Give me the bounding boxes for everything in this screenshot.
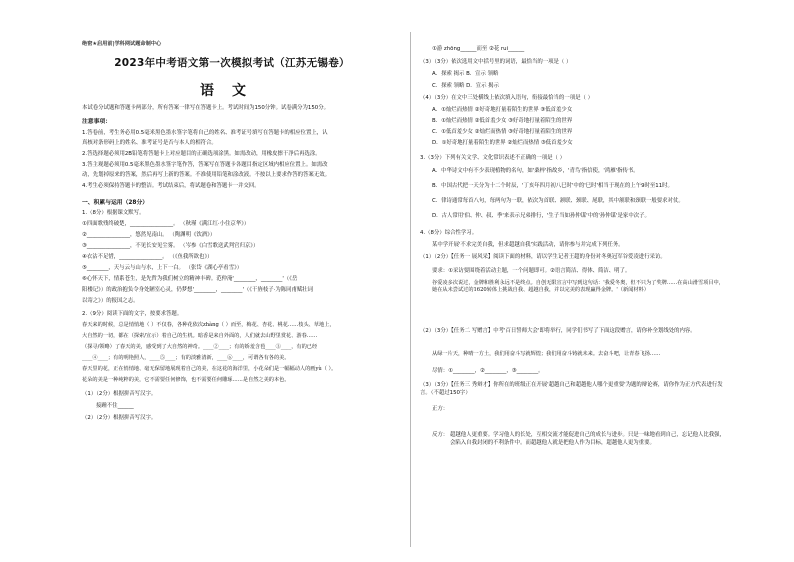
q1-line: 阳楼记》）的政治抱负令身处陋室心灵，仍梦想'________，________'（《干旌枝子·为陈同甫赋壮词 [82,287,314,293]
notes-title: 注意事项： [82,119,111,125]
question-3b: 3.（3分）下列有关文学、文化常识表述不正确的一项是（ ） [420,155,566,161]
q1-line: ①四面歌残终破楚，________________。 （秋瑾《满江红·小住京华》） [82,221,250,227]
pro-label: 正方： [432,406,449,412]
question-4: （4）（3分）在文中三处横线上依次填入语句，衔接最恰当的一项是（ ） [420,95,593,101]
q4b-intro: 某中学开展'不求完美自我，但求超越自我'实践活动，请你参与并完成下列任务。 [432,242,624,248]
q4-option: C．①低首羞少女 ②灿烂而热情 ③好奇地打量着陌生的世界 [432,129,573,135]
question-2-title: 2.（9分）阅读下面的文字，按要求答题。 [82,311,183,317]
q3-options: C．探索 领略 D．宣示 揭示 [432,83,499,89]
column-divider [410,32,411,547]
q3-options: A．探索 揭示 B．宣示 领略 [432,71,499,77]
note-line: 1.答卷前，考生务必用0.5毫米黑色墨水签字笔将自己的姓名、准考证号填写在答题卡的相应位置上，认 [82,130,328,136]
task-1: （1）（2分）【任务一 展风采】阅读下面的材料，请以学生记者王超的身份对冬奥冠军谷爱凌进行采访。 [420,254,666,260]
passage-line: 春天来的时候，总是悄悄地（ ）不仅春，各种花依次zhàng（ ）而至，梅花、杏花、桃花……枝头、草地上， [82,322,335,328]
q4-option: B．①灿烂而热情 ②低首羞少女 ③好奇地打量着陌生的世界 [432,118,573,124]
question-3: （3）（3分）依次选用文中括号里的词语，最恰当的一项是（ ） [420,59,572,65]
q1-line: ⑥心怀天下，情系苍生，是先哲为我们树立的精神丰碑。范仲淹'________，________'（《岳 [82,276,298,282]
task-2-blanks: 尽情：①________，②________，③________。 [432,368,544,374]
passage-line: 大自然的一切，都在（探索/宣示）着自己的生机。暗香是来自外面的，人们就去山野里赏花、游春…… [82,333,318,339]
exam-instructions: 本试卷分试题和答题卡两部分，所有答案一律写在答题卡上。考试时间为150分钟。试卷满分为150分。 [82,105,329,111]
q1-line: ④衣沾不足惜，________________。 （《鱼我所欲也》） [82,254,213,260]
note-line: 真核对条形码上的姓名、准考证号是否与本人的相符合。 [82,140,217,146]
q3b-option: C．律诗通常每首八句，每两句为一联，依次为首联、颔联、颈联、尾联，其中颔联和颈联一般要求对仗。 [432,198,684,204]
q2-sub1-answer: 接踵不住______ [96,403,134,409]
note-line: 2.答选择题必须用2B铅笔将答题卡上对应题目的正确选项涂黑。如需改动，用橡皮擦干净后再选涂。 [82,151,321,157]
note-line: 4.考生必须保持答题卡的整洁。考试结束后，将试题卷和答题卡一并交回。 [82,183,260,189]
section-title: 一、积累与运用（28分） [82,200,149,206]
passage-line: 花朵的美是一种纯粹的美，它不需要任何修饰，也不需要任何雕琢……是自然之美的本色。 [82,377,290,383]
exam-title: 2023年中考语文第一次模拟考试（江苏无锡卷） [114,57,350,69]
note-line: 动，先划掉原来的答案，然后再写上新的答案。不准使用铅笔和涂改液。不按以上要求作答的答案无效。 [82,172,330,178]
question-1-title: 1.（8分）根据课文默写。 [82,210,145,216]
task-1-material: 谷爱凌多次说过，金牌和胜利永远不是终点。自创无限宣言中写到这句话：'我爱冬奥，但不只为了奖牌……在高山滑雪项目中，她在从未尝试过的1620转体上挑战自我、超越自我，并以完美的表现赢得金牌。'（新闻材料） [432,280,724,293]
task-2-text: 从绿一片天，种晴一方土，我们用奋斗写就辉煌；我们用奋斗铸就未来。去奋斗吧，让青春飞扬…… [432,351,661,357]
con-text: 超越他人更重要。学习他人的长处，互相交流才能促进自己的成长与进步。只是一味地看到自己，忘记他人比我强，会陷入自我封闭的不利条件中。而超越他人就是把他人作为目标，超越他人更为重要。 [450,432,725,446]
con-label: 反方： [432,432,449,438]
q1-line: 以寄之》）的报国之志。 [82,298,139,304]
q2-sub2: （2）（2分）根据拼音写汉字。 [82,415,157,421]
passage-line: ____④____；有的明艳照人，____⑤____；有的淡雅清新，____⑥____，可谓各有各的美。 [82,355,290,361]
question-4b: 4.（8分）综合性学习。 [420,230,478,236]
task-2: （2）（3分）【任务二 写赠言】中考'百日誓师大会'即将举行，同学们书写了下面这段赠言，请你补全划线处的内容。 [420,328,696,334]
task-1-requirement: 要求：①采访要围绕着活动主题，一个问题即可。②语言简洁、得体、简洁、明了。 [432,268,631,274]
passage-line: （探寻/领略）了春天的美，感受到了大自然的神奇。____②____；有的娇羞含苞____③____，有的已经 [82,344,318,350]
subject-title: 语文 [200,83,264,99]
q1-line: ③________________，不见长安见尘雾。 （岑参《白雪歌送武判官归京》） [82,243,259,249]
q4-option: A．①灿烂而热情 ②好奇地打量着陌生的世界 ③低首羞少女 [432,107,573,113]
q3b-option: B．中国古代把一天分为十二个时辰，'丁亥年四月初八巳时'中的'巳时'相当于现在的上午9时至11时。 [432,183,673,189]
task-3: （3）（3分）【任务三 秀辩才】你所在的班级正在开展'超越自己和超越他人哪个更重要'为题的辩论赛，请你作为正方代表进行发言。（不超过150字） [420,382,723,396]
q4-option: D．①好奇地打量着陌生的世界 ②灿烂而热情 ③低首羞少女 [432,140,573,146]
q1-line: ②________________，悠然见南山。 （陶渊明《饮酒》） [82,232,216,238]
pinyin-blank: ①游 zhōng______而至 ②花 rui______ [432,46,525,52]
note-line: 3.答主观题必须用0.5毫米黑色墨水签字笔作答，答案写在答题卡各题目指定区域内相应位置上。如需改 [82,162,328,168]
q1-line: ⑤________，天与云与山与水，上下一白。 （张岱《湖心亭看雪》） [82,265,243,271]
q2-sub1: （1）（2分）根据拼音写汉字。 [82,391,157,397]
confidential-stamp: 绝密★启用前|学科网试题命制中心 [82,41,162,47]
passage-line: 春天里的花，正在悄悄地、毫无保留地展现着自己的美，在这花的海洋里，小花朵们是一幅幅动人的画yù（ ）。 [82,366,337,372]
q3b-option: D．古人常用'伯、仲、叔、季'来表示兄弟排行，'生子当如孙仲谋'中的'孙仲谋'是家中次子。 [432,213,650,219]
q3b-option: A．中华诗文中有不少表现植物的名句，如'桑梓'指故乡，'青鸟'指信使，'鸿雁'指传书。 [432,168,639,174]
